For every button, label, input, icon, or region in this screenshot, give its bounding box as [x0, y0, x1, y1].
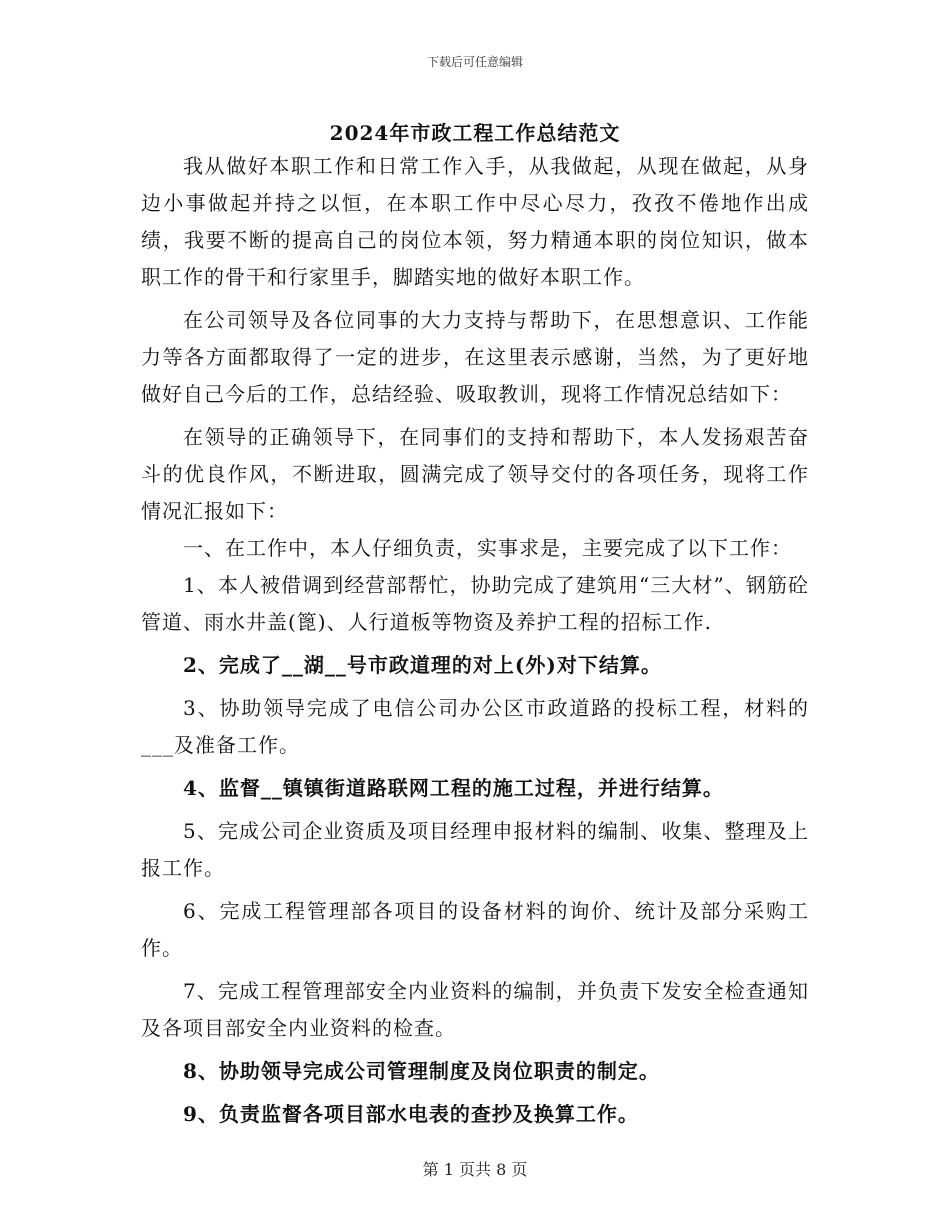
- paragraph-intro: 我从做好本职工作和日常工作入手，从我做起，从现在做起，从身边小事做起并持之以恒，在本职工作中尽心尽力，孜孜不倦地作出成绩，我要不断的提高自己的岗位本领，努力精通本职的岗位知识，做本职工作的骨干和行家里手，脚踏实地的做好本职工作。: [141, 154, 809, 289]
- list-item-7: 7、完成工程管理部安全内业资料的编制，并负责下发安全检查通知及各项目部安全内业资料的检查。: [141, 979, 809, 1040]
- page-footer: 第 1 页共 8 页: [422, 1160, 528, 1179]
- list-item-4: 4、监督__镇镇街道路联网工程的施工过程，并进行结算。: [183, 776, 724, 800]
- paragraph-thanks: 在公司领导及各位同事的大力支持与帮助下，在思想意识、工作能力等各方面都取得了一定的进步，在这里表示感谢，当然，为了更好地做好自己今后的工作，总结经验、吸取教训，现将工作情况总结如下：: [141, 308, 809, 406]
- list-item-8: 8、协助领导完成公司管理制度及岗位职责的制定。: [183, 1059, 660, 1083]
- list-item-3: 3、协助领导完成了电信公司办公区市政道路的投标工程，材料的___及准备工作。: [141, 696, 809, 757]
- list-item-1: 1、本人被借调到经营部帮忙，协助完成了建筑用“三大材”、钢筋砼管道、雨水井盖(篦)、人行道板等物资及养护工程的招标工作.: [141, 573, 809, 634]
- page-header: 下载后可任意编辑: [426, 55, 523, 69]
- list-item-2: 2、完成了__湖__号市政道理的对上(外)对下结算。: [183, 653, 662, 677]
- paragraph-summary: 在领导的正确领导下，在同事们的支持和帮助下，本人发扬艰苦奋斗的优良作风，不断进取，圆满完成了领导交付的各项任务，现将工作情况汇报如下：: [141, 425, 809, 523]
- document-title: 2024年市政工程工作总结范文: [329, 121, 621, 145]
- list-item-9: 9、负责监督各项目部水电表的查抄及换算工作。: [183, 1102, 639, 1126]
- list-item-5: 5、完成公司企业资质及项目经理申报材料的编制、收集、整理及上报工作。: [141, 819, 809, 880]
- document-body: [141, 148, 809, 1133]
- list-item-6: 6、完成工程管理部各项目的设备材料的询价、统计及部分采购工作。: [141, 899, 809, 960]
- section-heading-1: 一、在工作中，本人仔细负责，实事求是，主要完成了以下工作：: [183, 536, 792, 560]
